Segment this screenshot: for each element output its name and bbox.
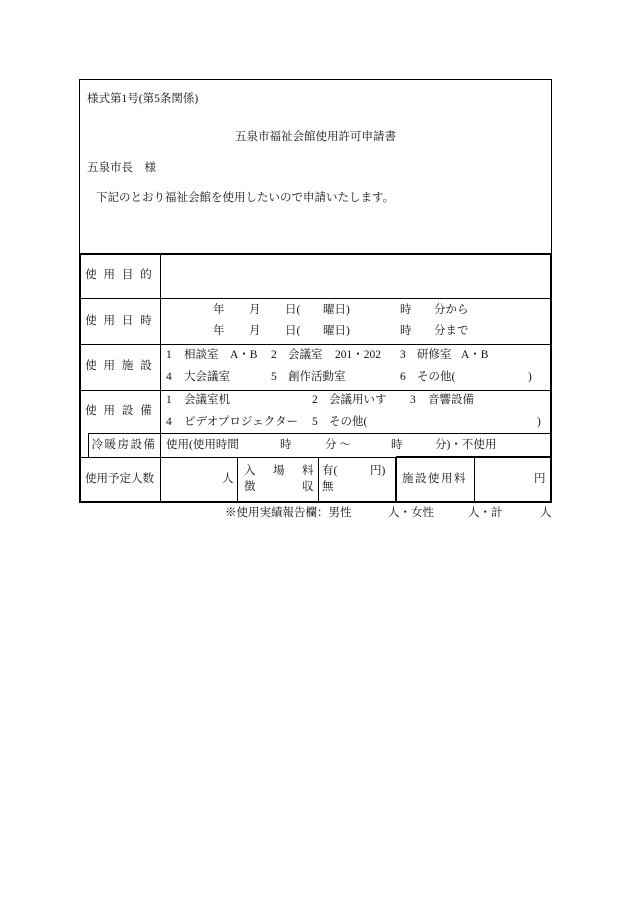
datetime-day: 日( <box>285 304 301 316</box>
facility-option-number: 3 <box>400 349 406 361</box>
facility-option-other: その他( <box>417 371 456 383</box>
application-statement: 下記のとおり福祉会館を使用したいので申請いたします。 <box>96 192 395 204</box>
equipment-option-other: その他( <box>329 416 368 428</box>
divider <box>318 457 319 502</box>
equipment-option-chairs: 会議用いす <box>329 394 387 406</box>
air-conditioning-label: 冷暖房設備 <box>91 439 157 451</box>
facility-option-room-variant: 201・202 <box>335 349 381 361</box>
equipment-label: 使 用 設 備 <box>85 405 154 417</box>
datetime-year: 年 <box>213 304 225 316</box>
addressee: 五泉市長 様 <box>87 162 156 174</box>
facility-option-number: 6 <box>400 371 406 383</box>
air-conditioning-hour: 時 <box>280 439 292 451</box>
divider <box>79 298 552 299</box>
divider <box>88 433 552 434</box>
attendance-label: 使用予定人数 <box>85 473 154 485</box>
datetime-minute-from: 分から <box>434 304 469 316</box>
purpose-label: 使 用 目 的 <box>85 269 154 281</box>
usage-report-female: 人・女性 <box>388 507 434 519</box>
admission-paid-yen: 円) <box>370 465 386 477</box>
divider <box>237 457 238 502</box>
admission-paid-option: 有( <box>322 465 338 477</box>
datetime-weekday: 曜日) <box>323 325 350 337</box>
equipment-option-number: 5 <box>312 416 318 428</box>
facility-option-room-variant: A・B <box>461 349 489 361</box>
air-conditioning-not-used: 分)・不使用 <box>435 439 497 451</box>
datetime-month: 月 <box>249 325 261 337</box>
usage-report-total: 人・計 <box>468 507 503 519</box>
divider <box>395 457 397 502</box>
air-conditioning-hour: 時 <box>391 439 403 451</box>
usage-report-label: ※使用実績報告欄：男性 <box>225 507 352 519</box>
facility-fee-label: 施設使用料 <box>402 473 467 485</box>
form-title: 五泉市福祉会館使用許可申請書 <box>235 131 396 143</box>
datetime-month: 月 <box>249 304 261 316</box>
facility-option-number: 5 <box>271 371 277 383</box>
equipment-option-number: 2 <box>312 394 318 406</box>
datetime-weekday: 曜日) <box>323 304 350 316</box>
datetime-day: 日( <box>285 325 301 337</box>
facility-option-number: 1 <box>166 349 172 361</box>
facility-label: 使 用 施 設 <box>85 360 154 372</box>
air-conditioning-usage-time: 使用(使用時間 <box>166 439 239 451</box>
divider <box>79 390 552 391</box>
divider <box>79 344 552 345</box>
admission-free-option: 無 <box>322 481 334 493</box>
facility-option-room-variant: A・B <box>230 349 258 361</box>
facility-fee-unit: 円 <box>534 473 546 485</box>
datetime-label: 使 用 日 時 <box>85 315 154 327</box>
facility-option-other-close: ) <box>528 371 532 383</box>
admission-fee-label: 入 場 料 <box>244 465 317 477</box>
form-number: 様式第1号(第5条関係) <box>87 93 199 105</box>
air-conditioning-minute-from: 分 ～ <box>325 439 351 451</box>
divider <box>474 457 475 502</box>
datetime-hour: 時 <box>400 325 412 337</box>
facility-option-meeting-room: 会議室 <box>288 349 323 361</box>
divider <box>160 253 161 502</box>
facility-option-training-room: 研修室 <box>417 349 452 361</box>
equipment-option-number: 3 <box>410 394 416 406</box>
usage-report-total-unit: 人 <box>540 507 552 519</box>
datetime-minute-until: 分まで <box>434 325 469 337</box>
facility-option-large-meeting-room: 大会議室 <box>184 371 230 383</box>
facility-option-consultation-room: 相談室 <box>184 349 219 361</box>
datetime-year: 年 <box>213 325 225 337</box>
datetime-hour: 時 <box>400 304 412 316</box>
equipment-option-projector: ビデオプロジェクター <box>184 416 298 428</box>
facility-option-creative-room: 創作活動室 <box>288 371 346 383</box>
admission-collection-label: 徴 収 <box>244 481 317 493</box>
equipment-option-number: 4 <box>166 416 172 428</box>
equipment-option-number: 1 <box>166 394 172 406</box>
equipment-option-audio: 音響設備 <box>428 394 474 406</box>
attendance-unit: 人 <box>222 473 234 485</box>
facility-option-number: 4 <box>166 371 172 383</box>
equipment-option-desks: 会議室机 <box>184 394 230 406</box>
equipment-option-other-close: ) <box>537 416 541 428</box>
facility-option-number: 2 <box>271 349 277 361</box>
